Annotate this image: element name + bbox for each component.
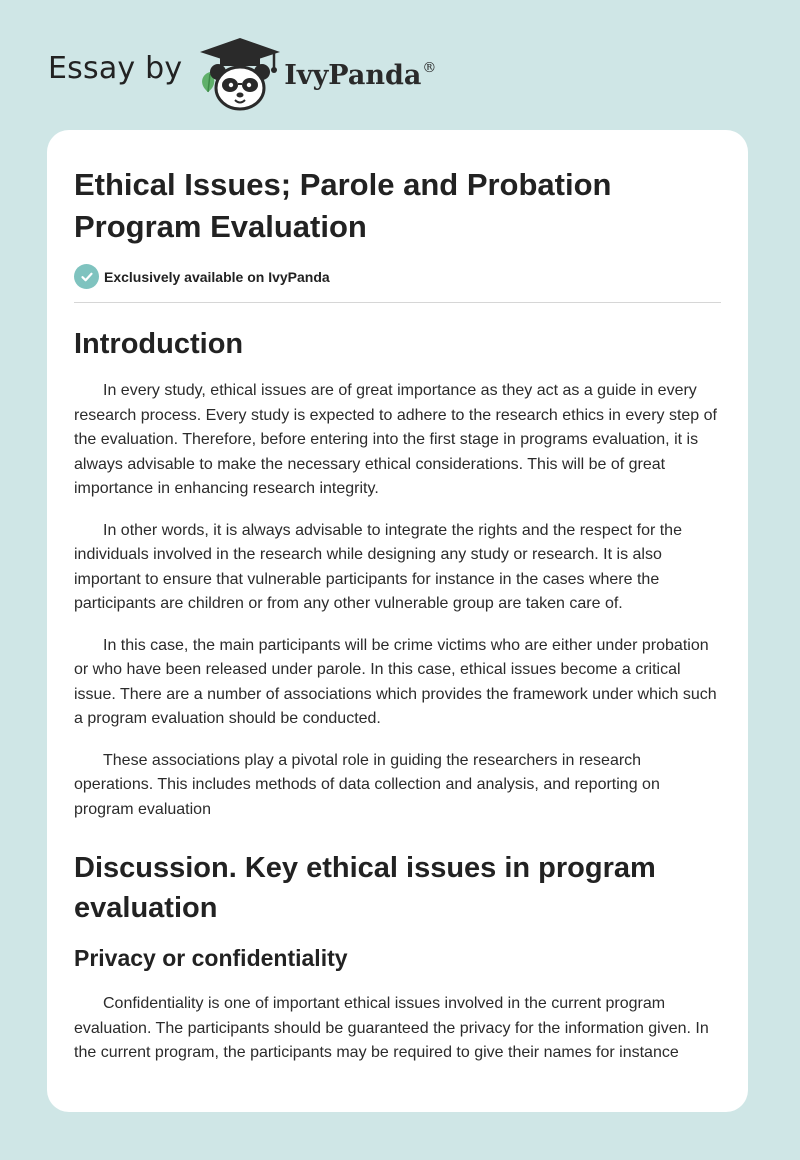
exclusive-badge (74, 264, 721, 303)
article-title: Ethical Issues; Parole and Probation Program Evaluation (74, 167, 612, 244)
paragraph: Confidentiality is one of important ethical issues involved in the current program evaluation. The participants should be guaranteed the privacy for the information given. In the current program, the participants may be required to give their names for instance (74, 995, 709, 1061)
exclusive-badge-text: Exclusively available on IvyPanda (104, 268, 330, 285)
paragraph: In this case, the main participants will be crime victims who are either under probation or who have been released under parole. In this case, ethical issues become a critical issue. There are a number of associations which provides the framework under which such a program evaluation should be conducted. (74, 636, 717, 727)
article-card (47, 130, 748, 1112)
paragraph: In other words, it is always advisable to integrate the rights and the respect for the individuals involved in the research while designing any study or research. It is also important to ensure that vulnerable participants for instance in the cases where the participants are children or from any other vulnerable group are taken care of. (74, 521, 682, 612)
paragraph: In every study, ethical issues are of great importance as they act as a guide in every research process. Every study is expected to adhere to the research ethics in every step of the evaluation. Therefore, before entering into the first stage in programs evaluation, it is always advisable to make the necessary ethical considerations. This will be of great importance in enhancing research integrity. (74, 382, 717, 497)
registered-mark: ® (422, 59, 437, 76)
check-circle-icon (74, 264, 99, 289)
paragraph: These associations play a pivotal role in guiding the researchers in research operations. This includes methods of data collection and analysis, and reporting on program evaluation (74, 751, 660, 818)
section-heading-introduction: Introduction (74, 328, 244, 360)
brand-name[interactable]: IvyPanda® (284, 59, 437, 91)
essay-by-label: Essay by (48, 50, 183, 86)
brand-header (48, 34, 436, 114)
subheading-privacy: Privacy or confidentiality (74, 945, 348, 971)
section-heading-discussion: Discussion. Key ethical issues in program evaluation (74, 852, 656, 924)
panda-logo-icon[interactable] (194, 34, 286, 114)
